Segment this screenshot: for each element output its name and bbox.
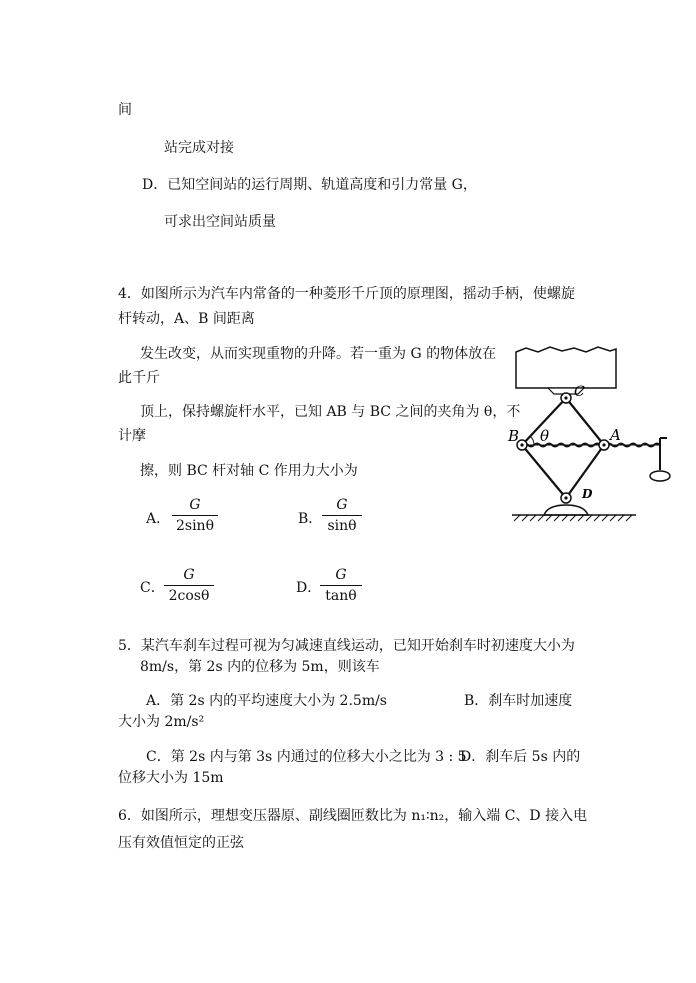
- label-theta: θ: [540, 427, 550, 445]
- numerator: G: [336, 497, 348, 513]
- q4-stem-line: 擦，则 BC 杆对轴 C 作用力大小为: [140, 463, 358, 479]
- q5-option-c: C．第 2s 内与第 3s 内通过的位移大小之比为 3 : 5: [146, 749, 467, 765]
- option-a-fraction: [172, 496, 218, 535]
- option-d-text: D．已知空间站的运行周期、轨道高度和引力常量 G，: [142, 177, 477, 193]
- q5-stem-line: 5．某汽车刹车过程可视为匀减速直线运动，已知开始刹车时初速度大小为: [118, 638, 575, 654]
- q6-stem-line: 6．如图所示，理想变压器原、副线圈匝数比为 n₁∶n₂，输入端 C、D 接入电: [118, 808, 588, 824]
- q4-stem-line: 杆转动，A、B 间距离: [118, 311, 255, 327]
- denominator: tanθ: [325, 588, 357, 604]
- text-line: 间: [118, 102, 132, 118]
- q5-option-b-cont: 大小为 2m/s²: [118, 714, 205, 730]
- option-d-label: D．: [296, 580, 322, 596]
- text-line: 可求出空间站质量: [164, 214, 276, 230]
- option-b-fraction: [322, 496, 362, 535]
- option-c-fraction: [164, 566, 214, 605]
- jack-base: [544, 505, 588, 515]
- label-d: D: [582, 487, 593, 501]
- label-a: A: [610, 426, 621, 444]
- label-c: C: [574, 384, 585, 400]
- option-a-label: A．: [146, 511, 171, 527]
- label-b: B: [508, 427, 520, 445]
- text-line: 站完成对接: [164, 140, 234, 156]
- q5-option-d-cont: 位移大小为 15m: [118, 770, 224, 786]
- denominator: 2cosθ: [168, 588, 210, 604]
- q5-option-a: A．第 2s 内的平均速度大小为 2.5m/s: [146, 693, 387, 709]
- denominator: 2sinθ: [175, 518, 214, 534]
- q5-stem-line: 8m/s，第 2s 内的位移为 5m，则该车: [140, 659, 380, 675]
- q4-stem-line: 4．如图所示为汽车内常备的一种菱形千斤顶的原理图，摇动手柄，使螺旋: [118, 286, 575, 302]
- option-d-fraction: [320, 566, 362, 605]
- numerator: G: [189, 497, 201, 513]
- q4-stem-line: 顶上，保持螺旋杆水平，已知 AB 与 BC 之间的夹角为 θ，不: [140, 404, 521, 420]
- q4-stem-line: 计摩: [118, 428, 146, 444]
- denominator: sinθ: [327, 518, 357, 534]
- q5-option-d: D．刹车后 5s 内的: [460, 749, 581, 765]
- scissor-jack-diagram: [504, 340, 684, 530]
- handle-knob: [650, 471, 670, 481]
- q4-stem-line: 此千斤: [118, 370, 160, 386]
- q4-stem-line: 发生改变，从而实现重物的升降。若一重为 G 的物体放在: [140, 346, 497, 362]
- numerator: G: [183, 567, 195, 583]
- load-block: [516, 347, 616, 388]
- q6-stem-line: 压有效值恒定的正弦: [118, 835, 244, 851]
- numerator: G: [335, 567, 347, 583]
- option-b-label: B．: [298, 511, 323, 527]
- q5-option-b: B．刹车时加速度: [464, 693, 573, 709]
- option-c-label: C．: [140, 580, 165, 596]
